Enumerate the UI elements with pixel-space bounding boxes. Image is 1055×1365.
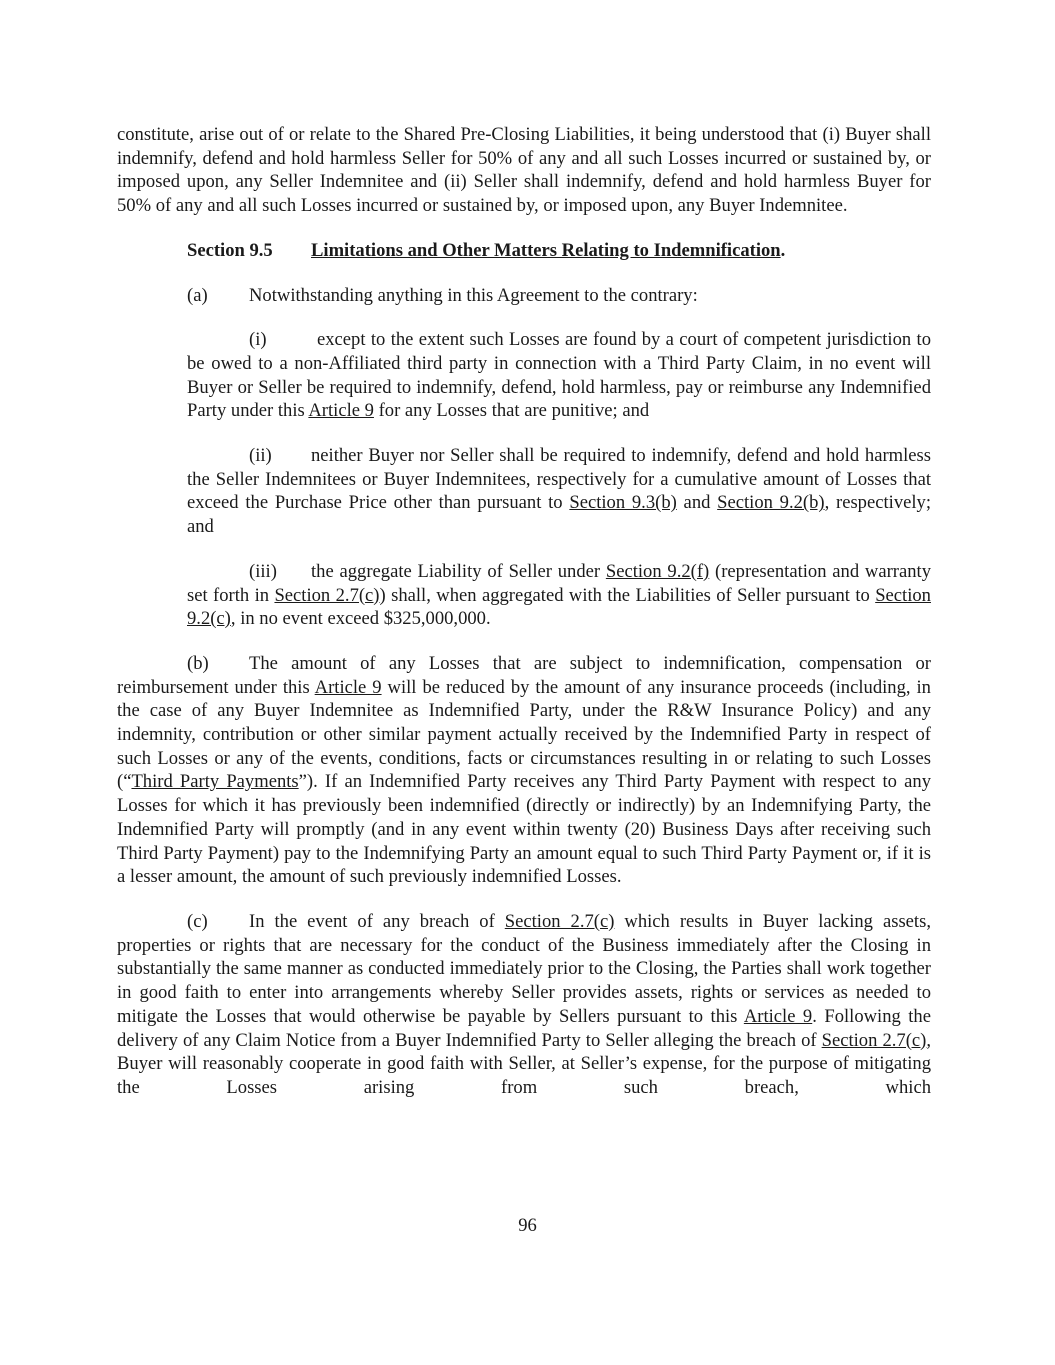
cross-reference: Article 9 [308, 400, 374, 422]
clause-c-text-end: , Buyer will reasonably cooperate in good faith with Seller, at Seller’s expense, for the purpose of mitigating the Losses arising from such breach, which [117, 1029, 931, 1098]
section-period: . [780, 239, 786, 261]
clause-c-text-mid: which results in Buyer lacking assets, properties or rights that are necessary for the conduct of the Business immediately after the Closing in substantially the same manner as conducted immediately prior to the Closing, the Parties shall work together in good faith to enter into arrangements whereby Seller provides assets, rights or services as needed to mitigate the Losses that would otherwise be payable by Sellers pursuant to this [117, 910, 931, 1027]
section-heading [187, 239, 931, 263]
clause-c [117, 910, 931, 1100]
clause-iii-text-end: , in no event exceed $325,000,000. [230, 608, 491, 630]
clause-iii-text: the aggregate Liability of Seller under [311, 560, 606, 582]
clause-b-text-end: ”). If an Indemnified Party receives any Third Party Payment with respect to any Losses for which it has previously been indemnified (directly or indirectly) by an Indemnifying Party, the Indemnified Party will promptly (and in any event within twenty (20) Business Days after receiving such Third Party Payment) pay to the Indemnifying Party an amount equal to such Third Party Payment or, if it is a lesser amount, the amount of such previously indemnified Losses. [117, 771, 931, 888]
section-number: Section 9.5 [187, 239, 273, 261]
cross-reference: Section 2.7(c) [504, 910, 615, 932]
clause-b-text: The amount of any Losses that are subject to indemnification, compensation or reimbursement under this [117, 652, 931, 698]
page-number: 96 [518, 1215, 537, 1236]
clause-ii-text-mid: and [676, 492, 718, 514]
clause-a-label: (a) [187, 284, 208, 306]
clause-iii-text-mid2: ) shall, when aggregated with the Liabilities of Seller pursuant to [379, 584, 876, 606]
clause-ii-text: neither Buyer nor Seller shall be required to indemnify, defend and hold harmless the Seller Indemnitees or Buyer Indemnitees, respectively for a cumulative amount of Losses that exceed the Purchase Price other than pursuant to [187, 445, 931, 514]
cross-reference: Section 9.2(c) [187, 584, 931, 630]
cross-reference: Article 9 [314, 676, 382, 698]
clause-b-text-mid: will be reduced by the amount of any insurance proceeds (including, in the case of any Buyer Indemnitee as Indemnified Party, under the R&W Insurance Policy) and any indemnity, contribution or other similar payment actually received by the Indemnified Party in respect of such Losses or any of the events, conditions, facts or circumstances resulting in or relating to such Losses (“ [117, 676, 931, 793]
paragraph-continuation: constitute, arise out of or relate to the Shared Pre-Closing Liabilities, it being understood that (i) Buyer shall indemnify, defend and hold harmless Seller for 50% of any and all such Losses incurred or sustained by, or imposed upon, any Seller Indemnitee and (ii) Seller shall indemnify, defend and hold harmless Buyer for 50% of any and all such Losses incurred or sustained by, or imposed upon, any Buyer Indemnitee. [117, 124, 931, 217]
defined-term: Third Party Payments [131, 771, 299, 793]
clause-iii [187, 560, 931, 631]
clause-c-text-mid2: . Following the delivery of any Claim Notice from a Buyer Indemnified Party to Seller alleging the breach of [117, 1005, 931, 1051]
cross-reference: Section 2.7(c) [821, 1029, 927, 1051]
document-page [117, 123, 931, 1100]
clause-ii [187, 444, 931, 539]
clause-ii-text-end: , respectively; and [187, 492, 931, 538]
cross-reference: Article 9 [743, 1005, 813, 1027]
clause-b-label: (b) [187, 652, 209, 674]
section-title: Limitations and Other Matters Relating to Indemnification [311, 239, 781, 261]
cross-reference: Section 9.3(b) [569, 492, 677, 514]
cross-reference: Section 9.2(f) [605, 560, 710, 582]
cross-reference: Section 2.7(c) [274, 584, 380, 606]
clause-i-text-end: for any Losses that are punitive; and [373, 400, 650, 422]
clause-iii-label: (iii) [249, 560, 277, 582]
clause-a-text: Notwithstanding anything in this Agreement to the contrary: [249, 284, 698, 306]
clause-a [187, 284, 931, 308]
clause-i-text: except to the extent such Losses are found by a court of competent jurisdiction to be owed to a non-Affiliated third party in connection with a Third Party Claim, in no event will Buyer or Seller be required to indemnify, defend, hold harmless, pay or reimburse any Indemnified Party under this [187, 329, 931, 422]
clause-i [187, 328, 931, 423]
clause-c-text: In the event of any breach of [249, 910, 505, 932]
clause-b [117, 652, 931, 889]
clause-ii-label: (ii) [249, 445, 272, 467]
clause-i-label: (i) [249, 329, 267, 351]
cross-reference: Section 9.2(b) [717, 492, 825, 514]
clause-iii-text-mid: (representation and warranty set forth in [187, 560, 931, 606]
clause-c-label: (c) [187, 910, 208, 932]
